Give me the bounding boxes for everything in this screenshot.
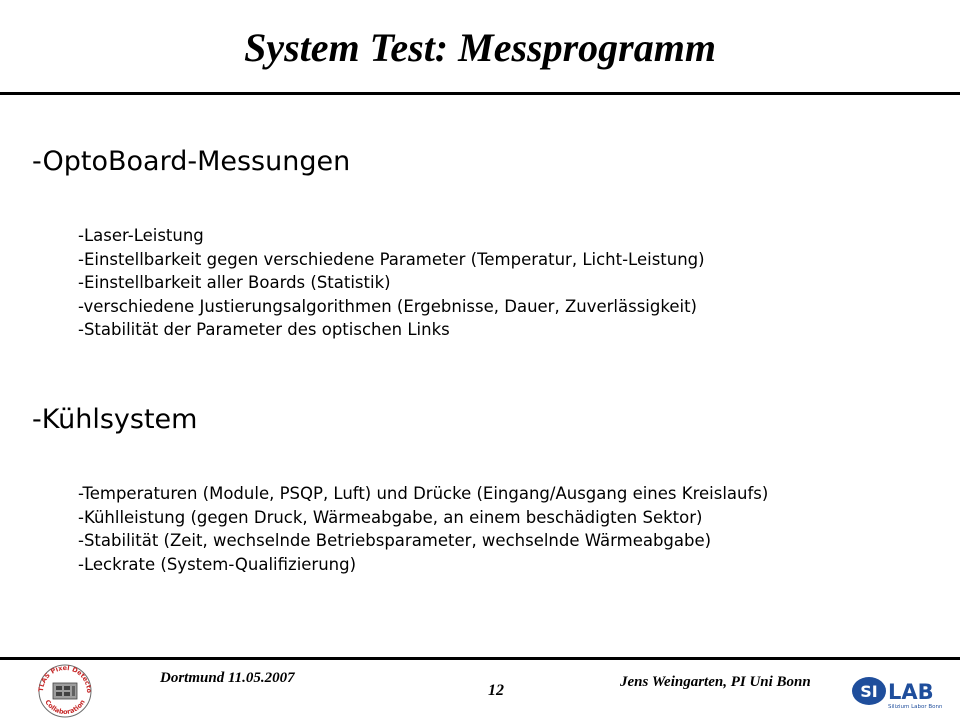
silab-logo-icon bbox=[852, 676, 942, 714]
list-item: -Einstellbarkeit aller Boards (Statistik) bbox=[78, 273, 391, 292]
footer-divider bbox=[0, 657, 960, 660]
list-item: -Kühlleistung (gegen Druck, Wärmeabgabe, an einem beschädigten Sektor) bbox=[78, 507, 703, 527]
svg-text:LAB: LAB bbox=[888, 680, 934, 704]
list-item: -verschiedene Justierungsalgorithmen (Ergebnisse, Dauer, Zuverlässigkeit) bbox=[78, 296, 697, 316]
svg-text:SI: SI bbox=[860, 682, 878, 701]
list-item: -Stabilität (Zeit, wechselnde Betriebsparameter, wechselnde Wärmeabgabe) bbox=[78, 531, 712, 550]
cooling-measurement-list bbox=[78, 482, 768, 576]
list-item: -Einstellbarkeit gegen verschiedene Parameter (Temperatur, Licht-Leistung) bbox=[78, 249, 705, 269]
svg-text:ATLAS Pixel Detector: TLAS Pixel Detecto bbox=[36, 663, 94, 694]
footer-date-location: Dortmund 11.05.2007 bbox=[160, 670, 295, 686]
section-heading-cooling: -Kühlsystem bbox=[32, 404, 198, 435]
optoboard-measurement-list bbox=[78, 224, 705, 342]
title-divider bbox=[0, 92, 960, 95]
list-item: -Laser-Leistung bbox=[78, 226, 204, 245]
svg-text:Silizium Labor Bonn: Silizium Labor Bonn bbox=[888, 704, 942, 710]
list-item: -Stabilität der Parameter des optischen Links bbox=[78, 320, 450, 339]
list-item: -Leckrate (System-Qualifizierung) bbox=[78, 554, 357, 574]
slide-title: System Test: Messprogramm bbox=[244, 25, 716, 70]
atlas-pixel-logo-icon bbox=[36, 662, 94, 722]
svg-text:Collaboration: Collaboration bbox=[43, 698, 87, 717]
page-number: 12 bbox=[488, 682, 504, 699]
footer-author: Jens Weingarten, PI Uni Bonn bbox=[620, 674, 811, 690]
list-item: -Temperaturen (Module, PSQP, Luft) und Drücke (Eingang/Ausgang eines Kreislaufs) bbox=[78, 484, 769, 503]
section-heading-optoboard: -OptoBoard-Messungen bbox=[32, 146, 351, 177]
